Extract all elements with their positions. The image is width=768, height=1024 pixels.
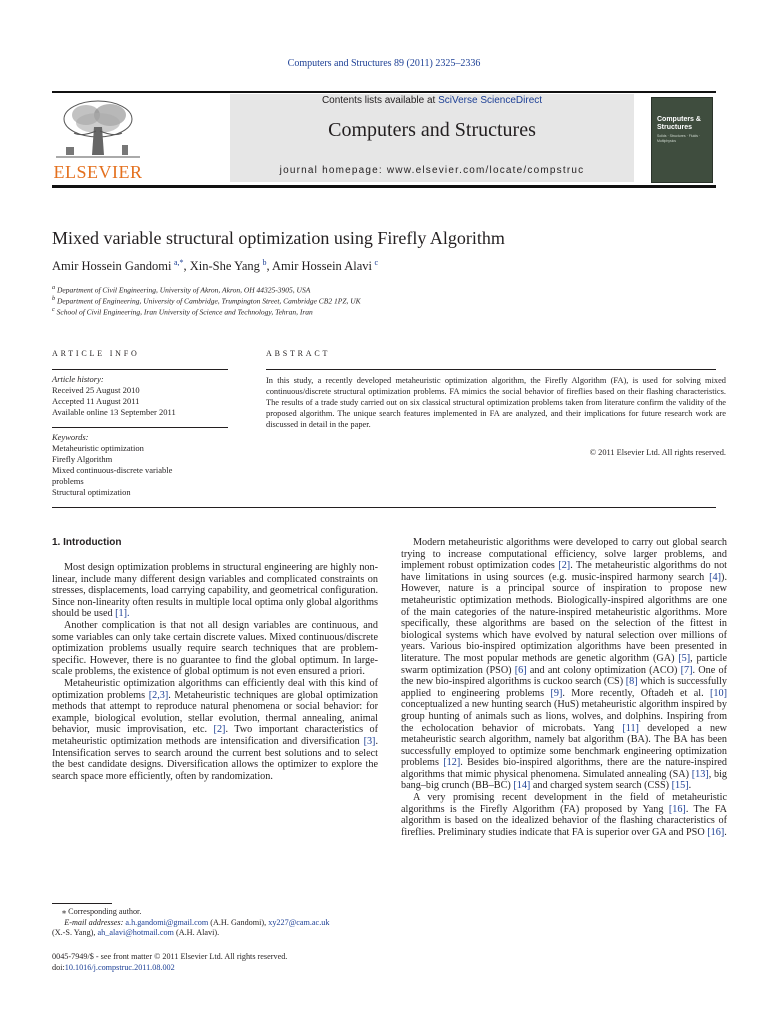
- journal-homepage[interactable]: journal homepage: www.elsevier.com/locate/compstruc: [279, 165, 585, 176]
- intro-right-column: [401, 537, 727, 838]
- paragraph: Another complication is that not all design variables are continuous, and some variables can only take certain discrete values. Mixed continuous/discrete optimization problems usually require search techniques that are problem-specific. However, there is no guarantee to find the global optimum. In large-scale problems, the existence of global optimum is not even ensured a priori.: [52, 619, 378, 678]
- reference-link[interactable]: [8]: [625, 676, 638, 688]
- affiliation-sup: b: [52, 295, 56, 302]
- tree-icon: [52, 97, 144, 161]
- reference-link[interactable]: [10]: [710, 687, 727, 699]
- author-sup[interactable]: c: [374, 258, 379, 267]
- keyword: Mixed continuous-discrete variable: [52, 465, 173, 475]
- paragraph: [52, 562, 378, 620]
- header-top-rule: [52, 91, 716, 93]
- cover-title: Computers & Structures: [657, 116, 701, 131]
- reference-link[interactable]: [2,3]: [148, 689, 169, 701]
- section-heading-introduction: 1. Introduction: [52, 537, 122, 548]
- affiliation-text: Department of Engineering, University of Cambridge, Trumpington Street, Cambridge CB2 1PZ, UK: [57, 296, 361, 306]
- paragraph: [52, 678, 378, 782]
- journal-cover-image: [651, 97, 713, 183]
- copyright: © 2011 Elsevier Ltd. All rights reserved.: [589, 448, 726, 457]
- reference-link[interactable]: [12]: [443, 757, 461, 769]
- email-link[interactable]: xy227@cam.ac.uk: [268, 918, 330, 927]
- abstract-text: In this study, a recently developed metaheuristic optimization algorithm, the Firefly Algorithm (FA), is used for solving mixed continuous/discrete structural optimization problems. FA mimics the social behavior of fireflies based on their flashing characteristics. The results of a trade study carried out on six classical structural optimization problems taken from literature confirm the validity of the proposed algorithm. The unique search features implemented in FA are analyzed, and their implications for future research work are discussed in detail in the paper.: [266, 376, 726, 429]
- keywords-rule: [52, 427, 228, 428]
- author-sup[interactable]: b: [262, 258, 267, 267]
- accepted-date: Accepted 11 August 2011: [52, 396, 140, 406]
- history-label: Article history:: [52, 374, 104, 384]
- contents-line: [230, 95, 634, 106]
- keyword: Structural optimization: [52, 487, 131, 497]
- text-run: ). However, nature is a principal source of inspiration to propose new metaheuristic optimization methods. Biologically-inspired algorithms are one of the main categories of the nature-inspired metaheuristic algorithms. More specifically, these algorithms are based on the selection of the fittest in biological systems which have evolved by natural selection over millions of years. Various bio-inspired optimization algorithms have been presented in literature. The most popular methods are genetic algorithm (GA): [401, 571, 727, 664]
- text-run: which is successfully applied to engineering problems: [401, 676, 727, 699]
- header-bottom-rule: [52, 185, 716, 188]
- text-run: Metaheuristic optimization algorithms can efficiently deal with this kind of optimization problems: [52, 677, 378, 701]
- keyword: Firefly Algorithm: [52, 454, 113, 464]
- footnote-emails: [52, 918, 382, 938]
- text-run: . More recently, Oftadeh et al.: [562, 687, 711, 699]
- affiliation: [52, 306, 313, 317]
- reference-link[interactable]: [3]: [363, 735, 376, 747]
- affiliation: [52, 284, 310, 295]
- text-run: . One of the new bio-inspired algorithms is cuckoo search (CS): [401, 664, 727, 688]
- email-owner: (A.H. Alavi).: [173, 928, 220, 937]
- journal-citation[interactable]: Computers and Structures 89 (2011) 2325–2336: [287, 58, 481, 69]
- abstract-bottom-rule: [52, 507, 716, 508]
- reference-link[interactable]: [16]: [707, 826, 725, 838]
- text-run: and ant colony optimization (ACO): [526, 664, 681, 676]
- reference-link[interactable]: [2]: [213, 724, 226, 736]
- text-run: . The metaheuristic algorithms do not have limitations in using sources (e.g. music-inspired harmony search: [401, 560, 727, 583]
- abstract-heading: ABSTRACT: [266, 349, 331, 358]
- reference-link[interactable]: [16]: [668, 803, 686, 815]
- text-run: Most design optimization problems in structural engineering are highly non-linear, include many different design variables and complicated constraints on stresses, displacements, load carrying capability, and geometrical configuration. Since non-linearity often results in multiple local optima only global algorithms should be used: [52, 562, 378, 620]
- sciencedirect-link[interactable]: SciVerse ScienceDirect: [438, 95, 543, 106]
- reference-link[interactable]: [5]: [678, 652, 691, 664]
- email-link[interactable]: ah_alavi@hotmail.com: [97, 928, 174, 937]
- author-name: Amir Hossein Alavi: [272, 259, 372, 274]
- journal-title: Computers and Structures: [328, 119, 536, 141]
- text-run: . Besides bio-inspired algorithms, there are the nature-inspired algorithms that mimic physical phenomena. Simulated annealing (SA): [401, 757, 727, 780]
- article-info-heading: ARTICLE INFO: [52, 349, 140, 358]
- reference-link[interactable]: [11]: [622, 722, 639, 734]
- received-date: Received 25 August 2010: [52, 385, 140, 395]
- reference-link[interactable]: [7]: [680, 664, 693, 676]
- affiliation-text: School of Civil Engineering, Iran University of Science and Technology, Tehran, Iran: [56, 307, 313, 317]
- keywords-label: Keywords:: [52, 432, 89, 442]
- text-run: developed a new metaheuristic search algorithm, namely bat algorithm (BA). The BA has been successfully employed to optimize some benchmark engineering optimization problems: [401, 722, 727, 769]
- text-run: . The FA algorithm is based on the idealized behavior of the flashing characteristics of fireflies. Preliminary studies indicate that FA is superior over GA and PSO: [401, 803, 727, 838]
- reference-link[interactable]: [2]: [558, 560, 571, 572]
- affiliation-sup: c: [52, 306, 55, 313]
- reference-link[interactable]: [4]: [709, 571, 722, 583]
- text-run: conceptualized a new hunting search (HuS) metaheuristic algorithm inspired by group hunting of animals such as lions, wolves, and dolphins. Inspiring from the echolocation behavior of microbats. Yang: [401, 699, 727, 734]
- affiliation-sup: a: [52, 284, 56, 291]
- text-run: and charged system search (CSS): [530, 780, 672, 792]
- contents-prefix: Contents lists available at: [321, 95, 439, 106]
- text-run: .: [724, 826, 727, 838]
- abstract-rule: [266, 369, 716, 370]
- email-owner: (A.H. Gandomi),: [208, 918, 269, 927]
- keywords-block: [52, 432, 228, 498]
- email-link[interactable]: a.h.gandomi@gmail.com: [125, 918, 209, 927]
- text-run: .: [688, 780, 692, 792]
- text-run: , particle swarm optimization (PSO): [401, 652, 727, 676]
- author-sep: ,: [266, 259, 272, 274]
- doi-label: doi:: [52, 963, 65, 972]
- doi-line: [52, 963, 382, 973]
- text-run: . Two important characteristics of metaheuristic optimization methods are intensification and diversification: [52, 724, 378, 747]
- text-run: A very promising recent development in the field of metaheuristic algorithms is the Firefly Algorithm (FA) proposed by Yang: [401, 792, 727, 815]
- author-sep: ,: [183, 259, 190, 274]
- affiliation: [52, 295, 361, 306]
- email-label: E-mail addresses:: [64, 918, 124, 927]
- text-run: Modern metaheuristic algorithms were developed to carry out global search trying to increase computational efficiency, solve larger problems, and implement robust optimization codes: [401, 537, 727, 572]
- email-owner: (X.-S. Yang),: [52, 928, 98, 937]
- footnote-rule: [52, 903, 112, 904]
- author-list: [52, 258, 378, 274]
- paragraph: [401, 792, 727, 838]
- online-date: Available online 13 September 2011: [52, 407, 176, 417]
- keyword: Metaheuristic optimization: [52, 443, 144, 453]
- article-title: Mixed variable structural optimization using Firefly Algorithm: [52, 228, 505, 248]
- author-sup[interactable]: a,*: [173, 258, 184, 267]
- publisher-wordmark: ELSEVIER: [53, 162, 143, 182]
- issn-line: 0045-7949/$ - see front matter © 2011 Elsevier Ltd. All rights reserved.: [52, 952, 288, 961]
- text-run: . Intensification serves to search around the current best solutions and to select the best candidate designs. Diversification allows the optimizer to explore the search space more efficiently, often by randomization.: [52, 735, 378, 782]
- author-name: Amir Hossein Gandomi: [52, 259, 172, 274]
- keyword: problems: [52, 476, 84, 486]
- intro-left-column: [52, 562, 378, 782]
- article-history: [52, 374, 228, 418]
- paragraph: [401, 537, 727, 792]
- doi-link[interactable]: 10.1016/j.compstruc.2011.08.002: [64, 963, 175, 972]
- reference-link[interactable]: [15]: [671, 780, 689, 792]
- author-name: Xin-She Yang: [189, 259, 260, 274]
- reference-link[interactable]: [1].: [115, 608, 130, 620]
- cover-subtitle: Solids · Structures · Fluids · Multiphysics: [657, 134, 701, 143]
- reference-link[interactable]: [9]: [550, 687, 563, 699]
- footnote-corresponding: ⁎ Corresponding author.: [62, 907, 142, 916]
- affiliation-text: Department of Civil Engineering, University of Akron, Akron, OH 44325-3905, USA: [57, 285, 311, 295]
- text-run: , big bang–big crunch (BB–BC): [401, 768, 727, 792]
- article-info-rule: [52, 369, 228, 370]
- text-run: . Metaheuristic techniques are global optimization methods that attempt to reproduce natural phenomena or social behavior: for example, biological evolution, stellar evolution, thermal annealing, animal behavior, music improvisation, etc.: [52, 689, 378, 736]
- reference-link[interactable]: [13]: [691, 768, 709, 780]
- reference-link[interactable]: [14]: [513, 780, 531, 792]
- reference-link[interactable]: [6]: [514, 664, 527, 676]
